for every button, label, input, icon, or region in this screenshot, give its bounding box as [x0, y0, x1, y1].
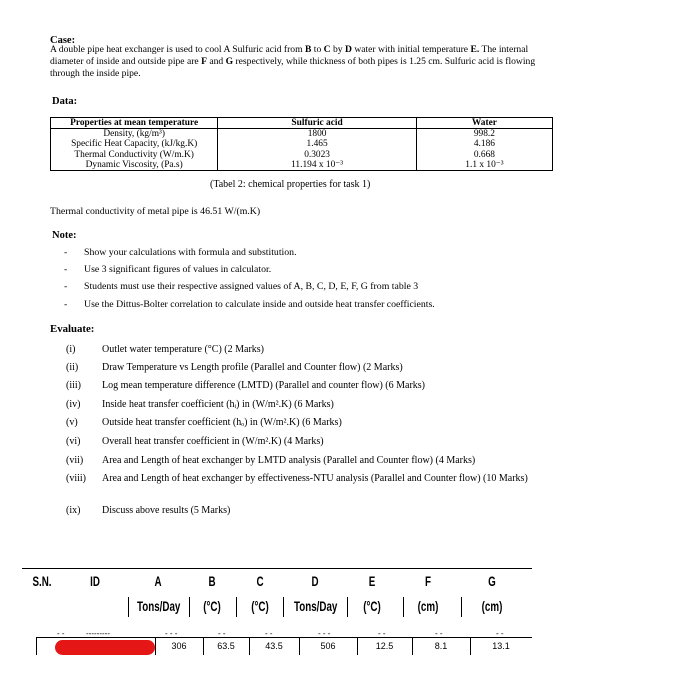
header-c-unit: (°C)	[251, 598, 269, 614]
header-g-unit: (cm)	[481, 598, 503, 614]
list-item: (vi) Overall heat transfer coefficient in (W/m².K) (4 Marks)	[66, 436, 324, 447]
header-a-unit: Tons/Day	[137, 598, 181, 614]
value-g: 13.1	[492, 641, 510, 651]
value-f: 8.1	[434, 641, 448, 651]
table-row	[51, 139, 553, 149]
column-divider	[461, 597, 462, 617]
header-e: E	[368, 573, 376, 589]
list-item: (vii) Area and Length of heat exchanger by LMTD analysis (Parallel and Counter flow) (4 Marks)	[66, 455, 476, 466]
row-water-value: 998.2	[416, 129, 552, 140]
header-g: G	[488, 573, 496, 589]
list-item: - Students must use their respective assigned values of A, B, C, D, E, F, G from table 3	[64, 281, 419, 292]
row-property: Thermal Conductivity (W/m.K)	[51, 150, 218, 160]
column-divider	[347, 597, 348, 617]
list-item: - Show your calculations with formula and substitution.	[64, 247, 297, 258]
row-property: Specific Heat Capacity, (kJ/kg.K)	[51, 139, 218, 149]
header-a: A	[154, 573, 162, 589]
value-e: 12.5	[375, 641, 394, 651]
dash-marks: - -	[57, 629, 65, 638]
data-title: Data:	[52, 96, 78, 107]
row-water-value: 0.668	[416, 150, 552, 160]
dash-marks: ---------	[86, 629, 110, 638]
properties-table	[50, 117, 553, 171]
list-item: (iv) Inside heat transfer coefficient (hᵢ) in (W/m².K) (6 Marks)	[66, 399, 334, 410]
row-rule	[36, 637, 532, 638]
header-f: F	[425, 573, 431, 589]
header-d-unit: Tons/Day	[294, 598, 338, 614]
header-e-unit: (°C)	[363, 598, 381, 614]
header-id: ID	[90, 573, 100, 589]
list-item: - Use the Dittus-Bolter correlation to calculate inside and outside heat transfer coefficients.	[64, 299, 435, 310]
row-acid-value: 1800	[218, 129, 417, 140]
case-paragraph: A double pipe heat exchanger is used to cool A Sulfuric acid from B to C by D water with initial temperature E. The internal diameter of inside and outside pipe are F and G respectively, while thickness of both pipes is 1.25 cm. Sulfuric acid is flowing through the inside pipe.	[50, 44, 536, 80]
header-sulfuric-acid: Sulfuric acid	[218, 118, 417, 129]
properties-table-header	[51, 118, 553, 129]
dash-marks: - -	[435, 629, 443, 638]
dash-marks: - -	[496, 629, 504, 638]
value-a: 306	[171, 641, 187, 651]
header-d: D	[311, 573, 319, 589]
note-title: Note:	[52, 230, 77, 241]
thermal-conductivity-text: Thermal conductivity of metal pipe is 46.51 W/(m.K)	[50, 206, 261, 217]
case-title: Case:	[50, 35, 76, 46]
dash-marks: - -	[378, 629, 386, 638]
dash-marks: - -	[265, 629, 273, 638]
header-b: B	[208, 573, 216, 589]
list-item: - Use 3 significant figures of values in calculator.	[64, 264, 272, 275]
row-property: Density, (kg/m³)	[51, 129, 218, 140]
row-acid-value: 0.3023	[218, 150, 417, 160]
value-d: 506	[320, 641, 336, 651]
dash-marks: - - -	[165, 629, 178, 638]
list-item: (ii) Draw Temperature vs Length profile (Parallel and Counter flow) (2 Marks)	[66, 362, 403, 373]
column-divider	[283, 597, 284, 617]
value-c: 43.5	[265, 641, 283, 651]
header-c: C	[256, 573, 264, 589]
redacted-id	[55, 640, 155, 655]
header-properties: Properties at mean temperature	[51, 118, 218, 129]
column-divider	[128, 597, 129, 617]
value-b: 63.5	[217, 641, 235, 651]
column-divider	[36, 637, 37, 655]
header-water: Water	[416, 118, 552, 129]
list-item: (iii) Log mean temperature difference (LMTD) (Parallel and counter flow) (6 Marks)	[66, 380, 426, 391]
header-f-unit: (cm)	[417, 598, 439, 614]
table-row	[51, 129, 553, 140]
list-item: (i) Outlet water temperature (°C) (2 Marks)	[66, 344, 264, 355]
table-row	[51, 150, 553, 160]
dash-marks: - - -	[318, 629, 331, 638]
row-acid-value: 1.465	[218, 139, 417, 149]
header-sn: S.N.	[32, 573, 52, 589]
list-item: (v) Outside heat transfer coefficient (hₒ) in (W/m².K) (6 Marks)	[66, 417, 342, 428]
table-caption: (Tabel 2: chemical properties for task 1)	[210, 179, 371, 190]
row-water-value: 4.186	[416, 139, 552, 149]
column-divider	[189, 597, 190, 617]
table-top-rule	[22, 568, 532, 569]
column-divider	[236, 597, 237, 617]
list-item: (ix) Discuss above results (5 Marks)	[66, 505, 231, 516]
row-water-value: 1.1 x 10⁻³	[416, 160, 552, 171]
header-b-unit: (°C)	[203, 598, 221, 614]
dash-marks: - -	[218, 629, 226, 638]
column-divider	[403, 597, 404, 617]
list-item: (viii) Area and Length of heat exchanger by effectiveness-NTU analysis (Parallel and Counter flow) (10 Marks)	[66, 473, 528, 484]
evaluate-title: Evaluate:	[50, 323, 95, 335]
row-acid-value: 11.194 x 10⁻³	[218, 160, 417, 171]
row-property: Dynamic Viscosity, (Pa.s)	[51, 160, 218, 171]
table-row	[51, 160, 553, 171]
